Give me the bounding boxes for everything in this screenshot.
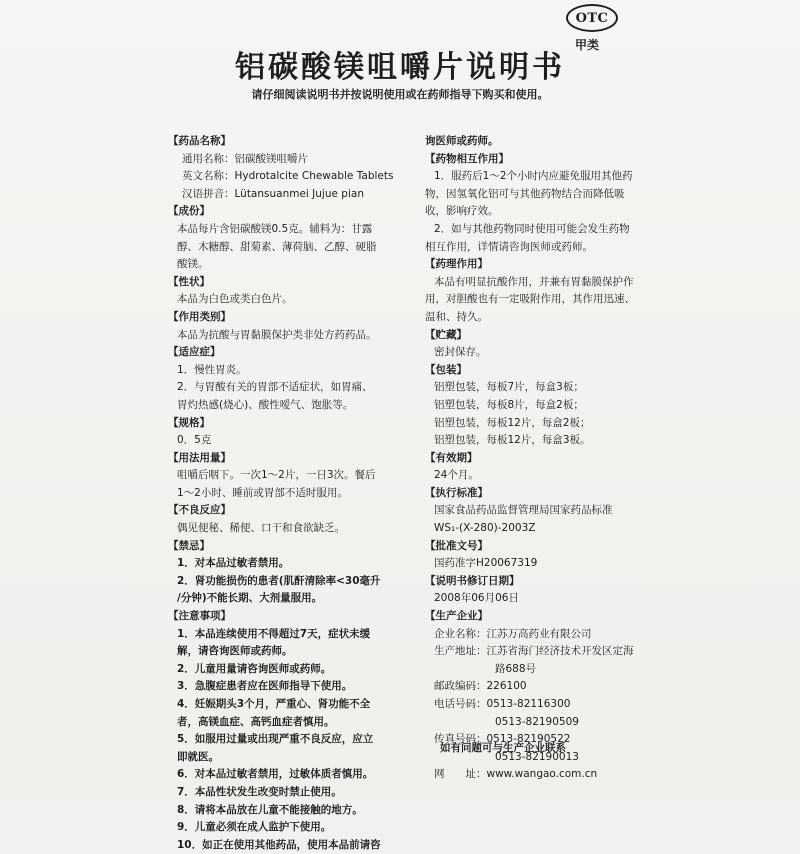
interaction-line: 相互作用，详情请咨询医师或药师。	[425, 240, 593, 253]
section-heading-properties: 【性状】	[168, 275, 210, 288]
otc-badge-text: OTC	[575, 10, 609, 26]
section-heading-pharmacology: 【药理作用】	[425, 258, 488, 271]
interaction-line: 2．如与其他药物同时使用可能会发生药物	[434, 222, 630, 235]
revision-date: 2008年06月06日	[434, 592, 519, 605]
adverse-reactions-text: 偶见便秘、稀便、口干和食欲缺乏。	[177, 522, 345, 535]
contraindication-item: 2．肾功能损伤的患者(肌酐清除率<30毫升	[177, 574, 381, 587]
precaution-item: 8．请将本品放在儿童不能接触的地方。	[177, 803, 363, 816]
pharmacology-line: 温和、持久。	[425, 310, 488, 323]
section-heading-category: 【作用类别】	[168, 310, 231, 323]
section-heading-packaging: 【包装】	[425, 363, 467, 376]
manufacturer-website: 网 址：www.wangao.com.cn	[434, 768, 598, 781]
section-heading-standard: 【执行标准】	[425, 486, 488, 499]
precaution-item-cont: 即就医。	[177, 750, 219, 763]
precaution-item: 1．本品连续使用不得超过7天，症状未缓	[177, 627, 371, 640]
manufacturer-address: 生产地址：江苏省海门经济技术开发区定海	[434, 645, 634, 658]
precaution-item: 5．如服用过量或出现严重不良反应，应立	[177, 733, 374, 746]
category-text: 本品为抗酸与胃黏膜保护类非处方药药品。	[177, 328, 377, 341]
section-heading-validity: 【有效期】	[425, 451, 478, 464]
manufacturer-phone: 电话号码：0513-82116300	[434, 698, 571, 710]
dosage-line: 咀嚼后咽下。一次1～2片，一日3次。餐后	[177, 469, 376, 482]
interaction-line: 物，因氢氧化铝可与其他药物结合而降低吸	[425, 187, 625, 200]
right-column	[425, 133, 655, 784]
packaging-item: 铝塑包装，每板12片，每盒3板。	[434, 434, 591, 447]
specification-text: 0．5克	[177, 434, 212, 447]
section-heading-contraindications: 【禁忌】	[168, 539, 210, 552]
section-heading-composition: 【成份】	[168, 205, 210, 218]
otc-badge	[566, 4, 618, 32]
contraindication-item-cont: /分钟)不能长期、大剂量服用。	[177, 592, 323, 605]
precaution-item: 6．对本品过敏者禁用，过敏体质者慎用。	[177, 768, 374, 781]
document-title: 铝碳酸镁咀嚼片说明书	[235, 50, 565, 85]
otc-class-label: 甲类	[575, 38, 600, 52]
composition-line: 本品每片含铝碳酸镁0.5克。辅料为：甘露	[177, 222, 373, 235]
precaution-item: 9．儿童必须在成人监护下使用。	[177, 821, 332, 834]
left-column	[168, 133, 398, 854]
section-heading-specification: 【规格】	[168, 416, 210, 429]
section-heading-revision-date: 【说明书修订日期】	[425, 574, 520, 587]
manufacturer-zip: 邮政编码：226100	[434, 680, 527, 693]
validity-text: 24个月。	[434, 469, 479, 482]
packaging-item: 铝塑包装，每板7片，每盒3板；	[434, 381, 584, 394]
section-heading-approval: 【批准文号】	[425, 539, 488, 552]
section-heading-dosage: 【用法用量】	[168, 451, 231, 464]
composition-line: 醇、木糖醇、甜菊素、薄荷脑、乙醇、硬脂	[177, 240, 377, 253]
indication-item-cont: 胃灼热感(烧心)、酸性嗳气、饱胀等。	[177, 398, 354, 411]
manufacturer-address-cont: 路688号	[495, 662, 537, 675]
interaction-line: 收，影响疗效。	[425, 205, 499, 218]
precaution-item: 2．儿童用量请咨询医师或药师。	[177, 662, 332, 675]
properties-text: 本品为白色或类白色片。	[177, 293, 293, 306]
dosage-line: 1～2小时、睡前或胃部不适时服用。	[177, 486, 348, 499]
standard-text: 国家食品药品监督管理局国家药品标准	[434, 504, 613, 517]
section-heading-drug-name: 【药品名称】	[168, 135, 231, 147]
approval-number: 国药准字H20067319	[434, 557, 538, 570]
packaging-item: 铝塑包装，每板8片，每盒2板；	[434, 398, 584, 411]
precaution-item: 10．如正在使用其他药品，使用本品前请咨	[177, 838, 381, 851]
interaction-line: 1．服药后1～2个小时内应避免服用其他药	[434, 170, 633, 183]
contact-note: 如有问题可与生产企业联系	[440, 742, 566, 754]
storage-text: 密封保存。	[434, 346, 487, 359]
common-name: 通用名称：铝碳酸镁咀嚼片	[182, 152, 308, 165]
precaution-item-cont: 解，请咨询医师或药师。	[177, 645, 293, 658]
manufacturer-name: 企业名称：江苏万高药业有限公司	[434, 627, 592, 640]
indication-item: 2．与胃酸有关的胃部不适症状，如胃痛、	[177, 381, 373, 394]
section-heading-precautions: 【注意事项】	[168, 610, 231, 623]
contraindication-item: 1．对本品过敏者禁用。	[177, 557, 290, 570]
pharmacology-line: 本品有明显抗酸作用，并兼有胃黏膜保护作	[434, 275, 634, 288]
standard-code: WS₁-(X-280)-2003Z	[434, 522, 536, 535]
precaution-item: 4．妊娠期头3个月，严重心、肾功能不全	[177, 698, 371, 710]
packaging-item: 铝塑包装，每板12片，每盒2板；	[434, 416, 591, 429]
indication-item: 1．慢性胃炎。	[177, 363, 247, 376]
pharmacology-line: 用，对胆酸也有一定吸附作用，其作用迅速、	[425, 293, 635, 306]
section-heading-adverse-reactions: 【不良反应】	[168, 504, 231, 517]
document-subtitle: 请仔细阅读说明书并按说明使用或在药师指导下购买和使用。	[251, 88, 549, 101]
precaution-item: 7．本品性状发生改变时禁止使用。	[177, 785, 342, 798]
manufacturer-fax: 传真号码：0513-82190522	[434, 733, 571, 746]
manufacturer-fax: 0513-82190013	[495, 750, 579, 763]
precaution-item-cont: 者，高镁血症、高钙血症者慎用。	[177, 715, 335, 728]
section-heading-interactions: 【药物相互作用】	[425, 152, 509, 165]
english-name: 英文名称：Hydrotalcite Chewable Tablets	[182, 170, 394, 183]
section-heading-manufacturer: 【生产企业】	[425, 610, 488, 623]
precaution-item-cont: 询医师或药师。	[425, 135, 499, 147]
manufacturer-phone: 0513-82190509	[495, 715, 579, 728]
composition-line: 酸镁。	[177, 258, 209, 271]
pinyin-name: 汉语拼音：Lütansuanmei Jujue pian	[182, 187, 364, 200]
precaution-item: 3．急腹症患者应在医师指导下使用。	[177, 680, 353, 693]
section-heading-indications: 【适应症】	[168, 346, 221, 359]
section-heading-storage: 【贮藏】	[425, 328, 467, 341]
